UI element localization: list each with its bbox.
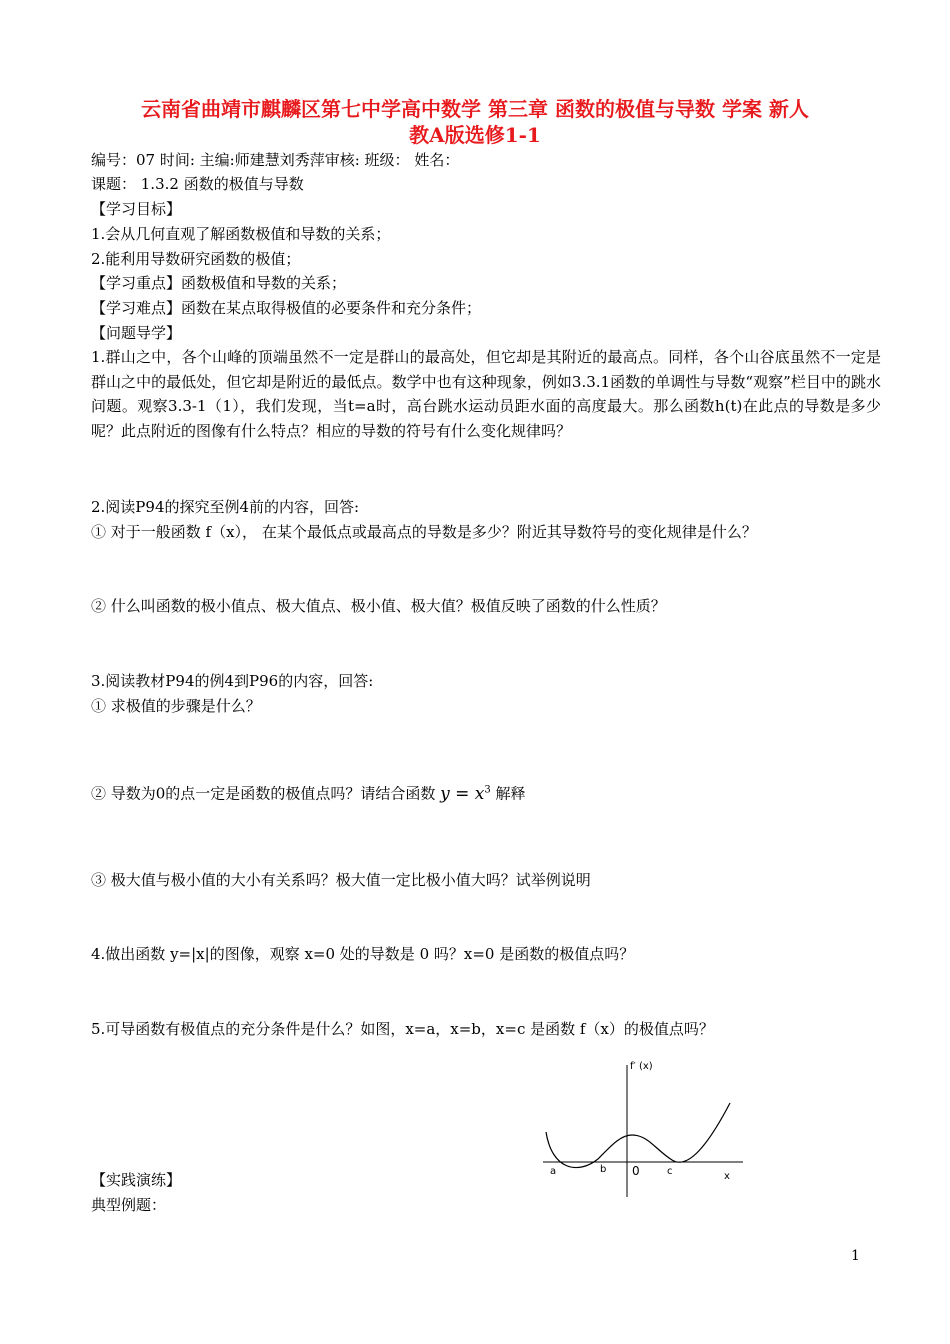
point-label-a: a — [550, 1166, 557, 1177]
question-3-2 — [91, 778, 881, 806]
cube-function-formula: $y = x^3$ — [440, 783, 491, 804]
question-3-2-tail: 解释 — [495, 784, 526, 803]
key-point: 【学习重点】函数极值和导数的关系； — [91, 274, 347, 292]
y-axis-label: f′ (x) — [630, 1061, 653, 1072]
question-3: 3.阅读教材P94的例4到P96的内容，回答: — [91, 672, 374, 690]
goal-item-1: 1.会从几何直观了解函数极值和导数的关系； — [91, 225, 391, 243]
title-line-1: 云南省曲靖市麒麟区第七中学高中数学 第三章 函数的极值与导数 学案 新人 — [141, 97, 809, 121]
question-3-3: ③ 极大值与极小值的大小有关系吗？极大值一定比极小值大吗？试举例说明 — [91, 871, 591, 889]
derivative-curve — [546, 1103, 730, 1168]
point-label-c: c — [667, 1166, 673, 1177]
practice-subheading: 典型例题： — [91, 1196, 167, 1214]
question-2: 2.阅读P94的探究至例4前的内容，回答: — [91, 498, 360, 516]
x-axis-label: x — [724, 1171, 730, 1182]
goal-item-2: 2.能利用导数研究函数的极值； — [91, 250, 301, 268]
page-number: 1 — [851, 1248, 860, 1264]
question-5: 5.可导函数有极值点的充分条件是什么？如图，x=a，x=b，x=c 是函数 f（x）的极值点吗？ — [91, 1020, 714, 1038]
practice-heading: 【实践演练】 — [91, 1171, 182, 1189]
info-line: 编号：07 时间: 主编:师建慧刘秀萍审核: 班级： 姓名： — [91, 151, 460, 169]
origin-label: 0 — [632, 1164, 640, 1178]
question-3-1: ① 求极值的步骤是什么？ — [91, 697, 261, 715]
topic-line: 课题： 1.3.2 函数的极值与导数 — [91, 175, 304, 193]
goals-heading: 【学习目标】 — [91, 200, 182, 218]
question-3-2-text: ② 导数为0的点一定是函数的极值点吗？请结合函数 — [91, 784, 436, 803]
question-4: 4.做出函数 y=|x|的图像，观察 x=0 处的导数是 0 吗？x=0 是函数的极值点吗？ — [91, 945, 635, 963]
point-label-b: b — [600, 1164, 607, 1175]
guide-heading: 【问题导学】 — [91, 324, 182, 342]
title-line-2: 教A版选修1-1 — [409, 123, 541, 147]
question-2-2: ② 什么叫函数的极小值点、极大值点、极小值、极大值？极值反映了函数的什么性质？ — [91, 597, 666, 615]
question-1: 1.群山之中，各个山峰的顶端虽然不一定是群山的最高处，但它却是其附近的最高点。同样，各个山谷底虽然不一定是群山之中的最低处，但它却是附近的最低点。数学中也有这种现象，例如3.3.1函数的单调性与导数“观察”栏目中的跳水问题。观察3.3-1（1），我们发现，当t=a时，高台跳水运动员距水面的高度最大。那么函数h(t)在此点的导数是多少呢？此点附近的图像有什么特点？相应的导数的符号有什么变化规律吗？ — [91, 348, 881, 440]
question-2-1: ① 对于一般函数 f（x）， 在某个最低点或最高点的导数是多少？附近其导数符号的变化规律是什么？ — [91, 523, 757, 541]
difficult-point: 【学习难点】函数在某点取得极值的必要条件和充分条件； — [91, 299, 482, 317]
